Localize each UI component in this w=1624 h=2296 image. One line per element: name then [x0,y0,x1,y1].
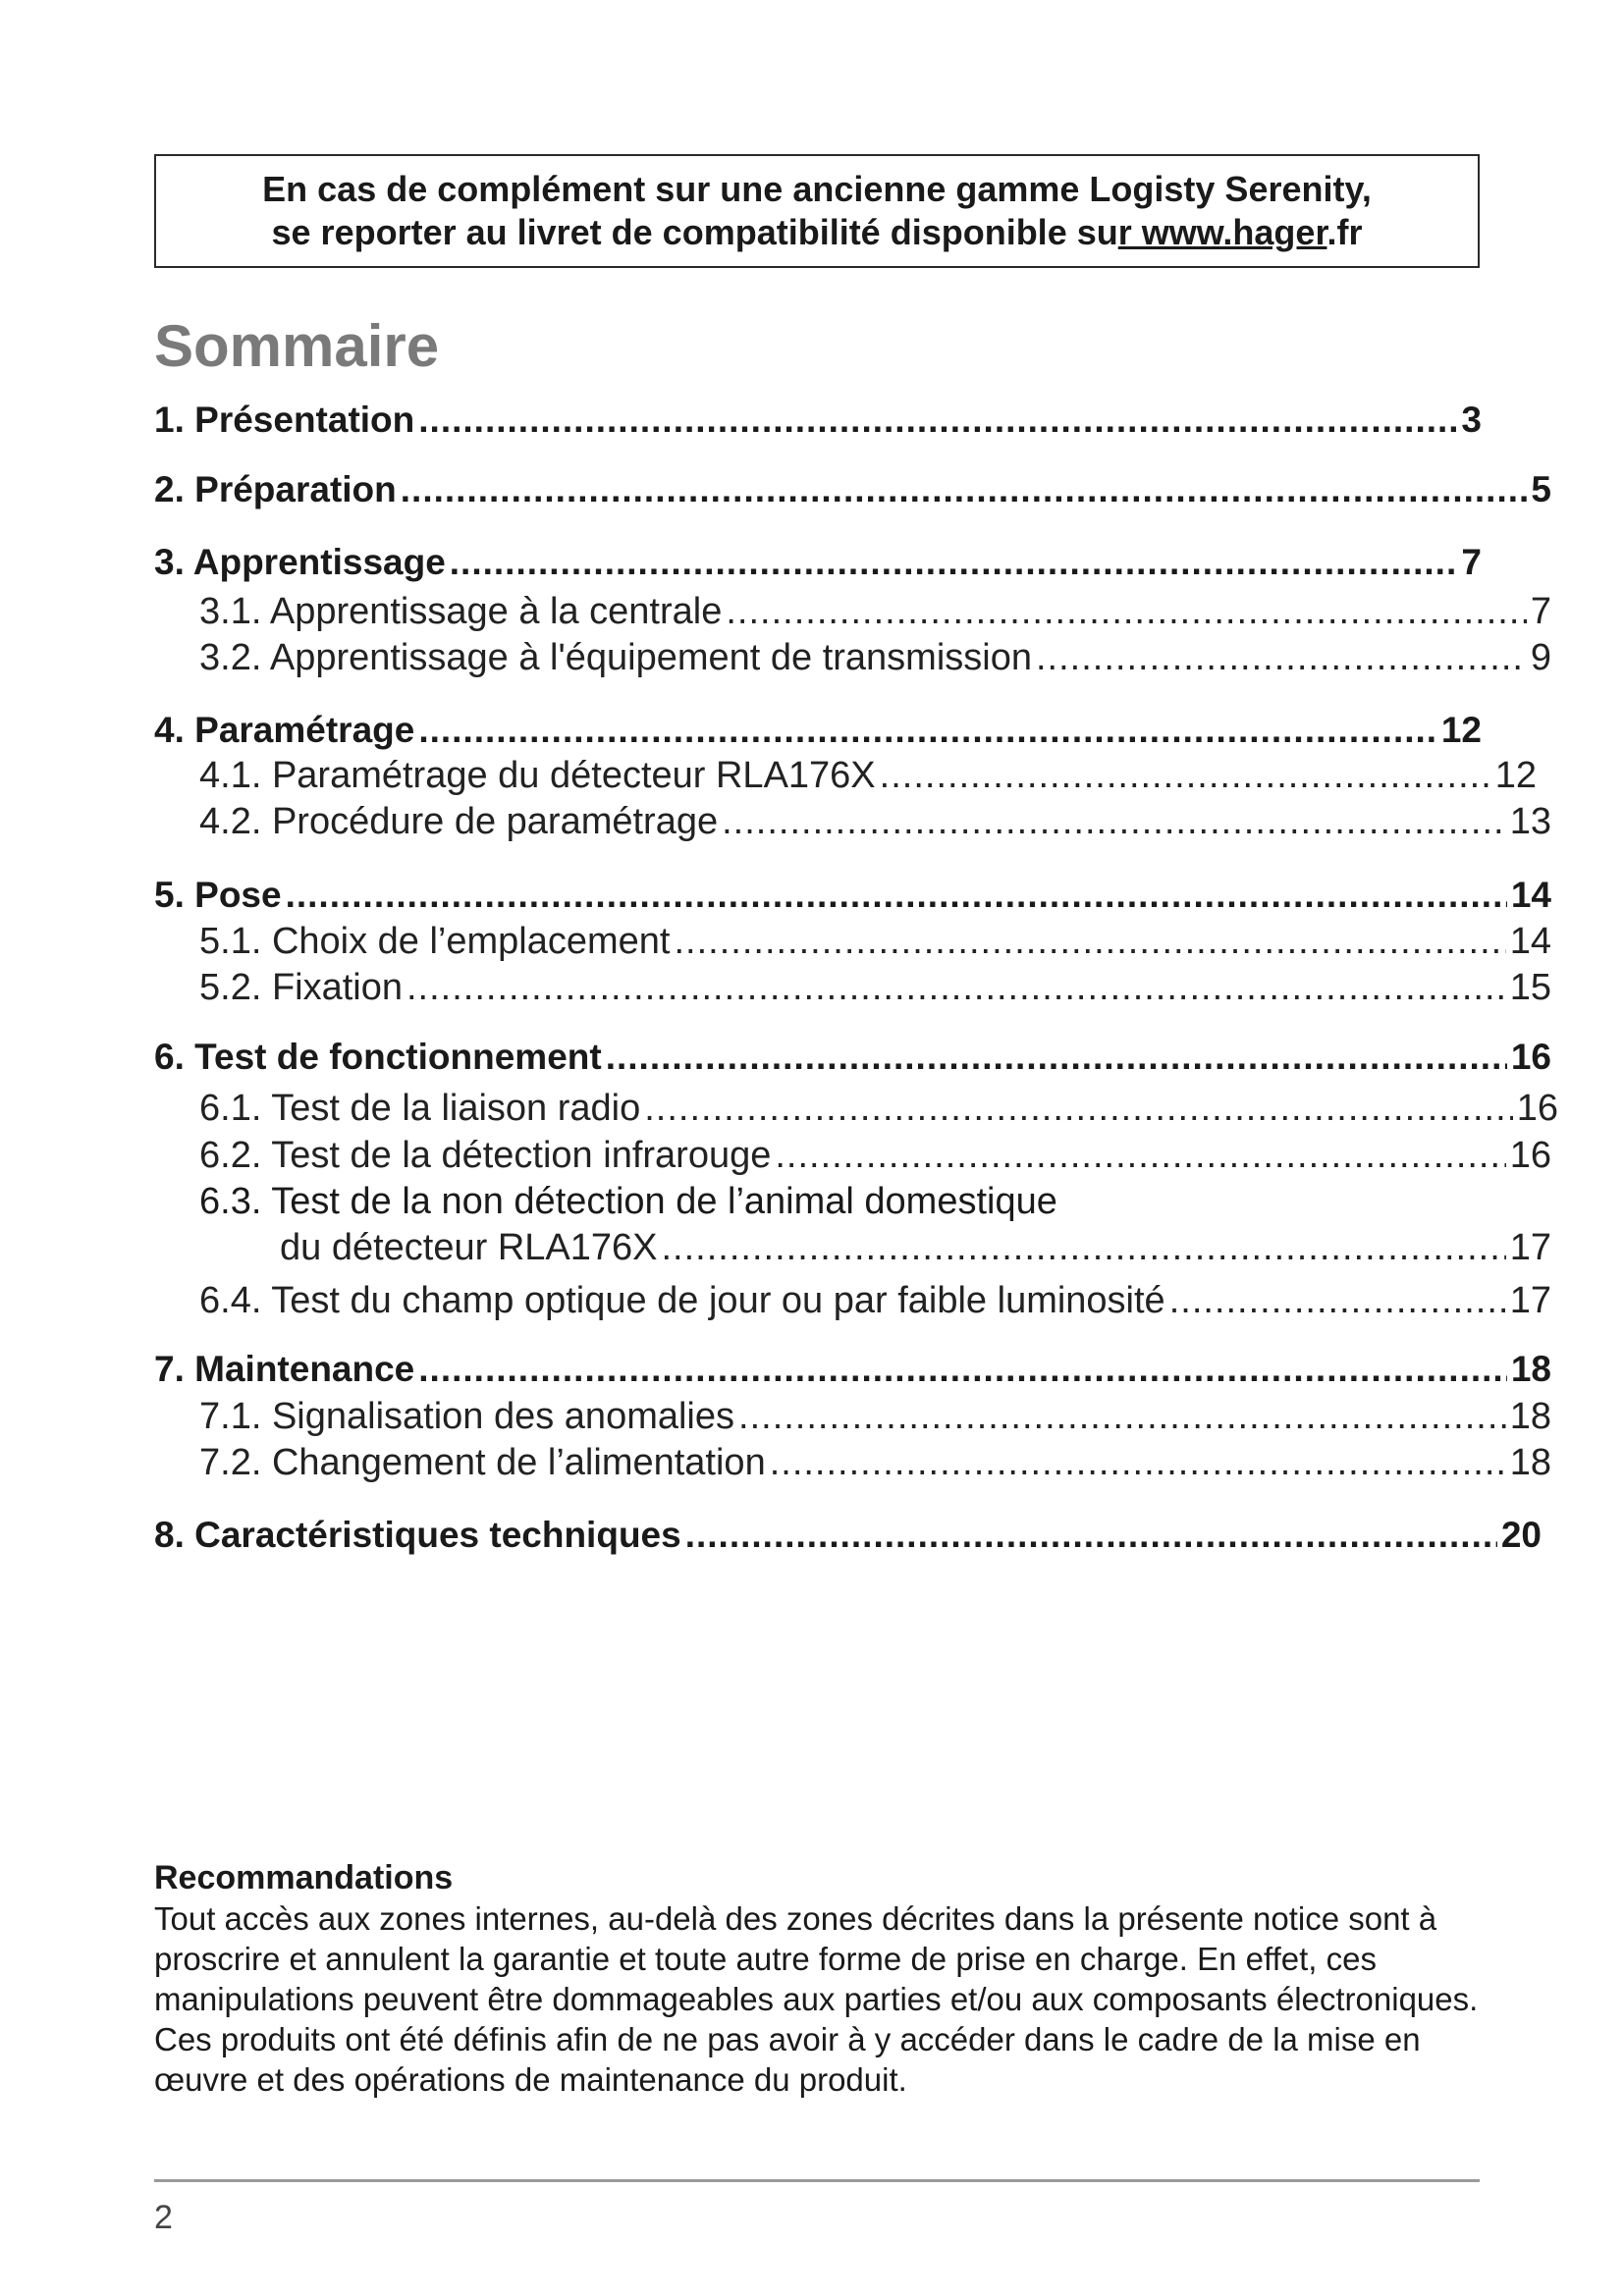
dot-leader [722,799,1506,844]
notice-line-2-prefix: se reporter au livret de compatibilité disponible su [271,212,1118,252]
toc-label: 2. Préparation [154,469,397,509]
toc-label: 6.2. Test de la détection infrarouge [199,1135,772,1176]
toc-page-number: 18 [1509,1442,1551,1483]
toc-page-number: 12 [1494,755,1537,796]
toc-entry-maintenance[interactable] [154,1347,1551,1392]
toc-label: 5.1. Choix de l’emplacement [199,921,671,962]
dot-leader [726,589,1527,634]
page-title: Sommaire [154,313,440,379]
notice-line-1: En cas de complément sur une ancienne gamme Logisty Serenity, [262,169,1372,209]
page-number: 2 [154,2199,173,2236]
toc-page-number: 16 [1510,1037,1551,1077]
toc-label: 7.1. Signalisation des anomalies [199,1396,735,1437]
toc-page-number: 18 [1510,1349,1551,1389]
toc-label: 6.4. Test du champ optique de jour ou par faible luminosité [199,1280,1165,1321]
toc-page-number: 13 [1509,801,1551,842]
dot-leader [406,965,1506,1010]
toc-label: 4. Paramétrage [154,710,415,750]
dot-leader [450,540,1458,585]
toc-entry-signalisation-anomalies[interactable] [199,1394,1551,1439]
toc-entry-parametrage[interactable] [154,708,1482,753]
toc-label: 3.2. Apprentissage à l'équipement de transmission [199,637,1032,678]
toc-label: 1. Présentation [154,400,415,440]
dot-leader [1036,635,1527,680]
dot-leader [401,467,1528,512]
toc-label: 4.1. Paramétrage du détecteur RLA176X [199,755,876,796]
toc-label: 7.2. Changement de l’alimentation [199,1442,766,1483]
dot-leader [662,1225,1506,1270]
compatibility-notice [154,154,1480,268]
toc-label: 7. Maintenance [154,1349,415,1389]
toc-entry-changement-alimentation[interactable] [199,1440,1551,1485]
toc-entry-caracteristiques-techniques[interactable] [154,1513,1542,1558]
toc-page-number: 7 [1530,591,1551,632]
toc-page-number: 14 [1510,875,1551,915]
dot-leader [418,708,1437,753]
toc-entry-non-detection-animal-cont[interactable] [280,1225,1551,1270]
dot-leader [418,1347,1507,1392]
toc-entry-test-liaison-radio[interactable] [199,1086,1558,1131]
dot-leader [286,873,1507,918]
toc-entry-preparation[interactable] [154,467,1551,512]
toc-entry-test-detection-infrarouge[interactable] [199,1133,1551,1178]
toc-entry-presentation[interactable] [154,398,1482,443]
toc-label: du détecteur RLA176X [280,1227,658,1268]
toc-label: 3.1. Apprentissage à la centrale [199,591,723,632]
toc-label: 6.1. Test de la liaison radio [199,1088,641,1129]
dot-leader [770,1440,1506,1485]
toc-entry-procedure-parametrage[interactable] [199,799,1551,844]
toc-page-number: 15 [1509,967,1551,1008]
dot-leader [738,1394,1506,1439]
toc-label: 5. Pose [154,875,282,915]
dot-leader [644,1086,1512,1131]
toc-entry-test-fonctionnement[interactable] [154,1035,1551,1080]
toc-label: 3. Apprentissage [154,542,446,582]
recommendations-heading: Recommandations [154,1859,454,1896]
toc-page-number: 18 [1509,1396,1551,1437]
dot-leader [685,1513,1497,1558]
toc-page-number: 16 [1516,1088,1558,1129]
toc-label: 8. Caractéristiques techniques [154,1515,681,1555]
dot-leader [775,1133,1505,1178]
toc-page-number: 9 [1530,637,1551,678]
toc-label: 4.2. Procédure de paramétrage [199,801,719,842]
dot-leader [418,398,1457,443]
recommendations-section [154,1857,1509,2100]
toc-page-number: 3 [1461,400,1482,440]
toc-entry-apprentissage-transmission[interactable] [199,635,1551,680]
toc-label: 6. Test de fonctionnement [154,1037,602,1077]
hager-link[interactable]: r www.hager [1117,212,1327,252]
toc-page-number: 7 [1461,542,1482,582]
dot-leader [674,919,1505,964]
toc-label: 5.2. Fixation [199,967,403,1008]
toc-page-number: 16 [1509,1135,1551,1176]
dot-leader [606,1035,1507,1080]
toc-entry-choix-emplacement[interactable] [199,919,1551,964]
toc-page-number: 12 [1440,710,1482,750]
notice-line-2-suffix: .fr [1326,212,1363,252]
toc-entry-parametrage-detecteur[interactable] [199,753,1537,798]
dot-leader [880,753,1491,798]
toc-entry-fixation[interactable] [199,965,1551,1010]
toc-entry-apprentissage-centrale[interactable] [199,589,1551,634]
footer-divider [154,2179,1480,2182]
toc-entry-pose[interactable] [154,873,1551,918]
toc-page-number: 14 [1509,921,1551,962]
notice-line-2 [156,211,1478,254]
toc-page-number: 17 [1509,1227,1551,1268]
toc-entry-test-champ-optique[interactable] [199,1278,1551,1323]
toc-entry-non-detection-animal[interactable]: 6.3. Test de la non détection de l’animal domestique [199,1181,1057,1222]
dot-leader [1169,1278,1506,1323]
toc-page-number: 5 [1531,469,1551,509]
recommendations-body: Tout accès aux zones internes, au-delà des zones décrites dans la présente notice sont à proscrire et annulent la garantie et toute autre forme de prise en charge. En effet, ces manipulations peuvent être dommageables aux parties et/ou aux composants électroniques. Ces produits ont été définis afin de ne pas avoir à y accéder dans le cadre de la mise en œuvre et des opérations de maintenance du produit. [154,1900,1479,2098]
toc-entry-apprentissage[interactable] [154,540,1482,585]
toc-page-number: 20 [1500,1515,1542,1555]
toc-page-number: 17 [1509,1280,1551,1321]
